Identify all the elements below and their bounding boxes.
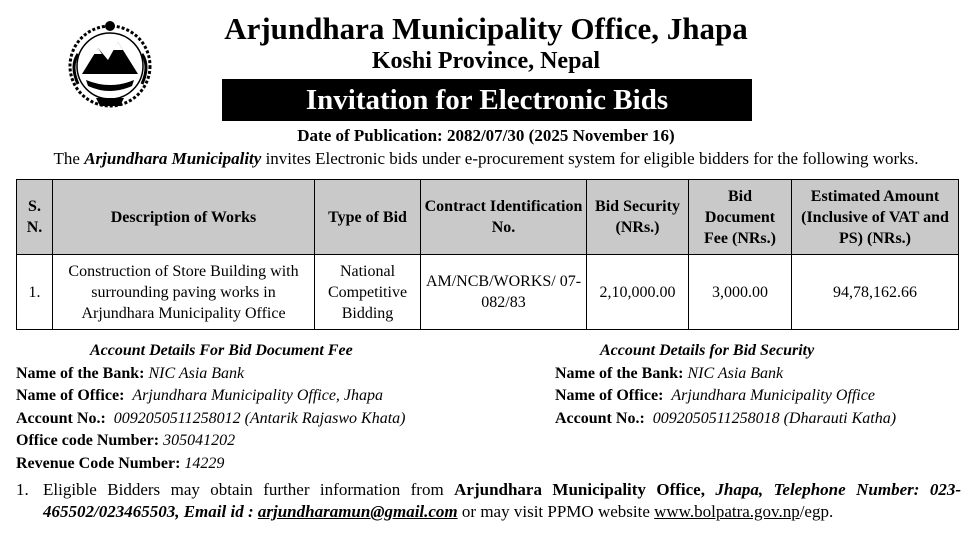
province-subtitle: Koshi Province, Nepal	[371, 48, 601, 74]
bank-label: Name of the Bank:	[555, 364, 684, 382]
bank-value: NIC Asia Bank	[687, 364, 784, 382]
note-office: Arjundhara Municipality Office,	[454, 480, 705, 499]
account-value: 0092050511258018 (Dharauti Katha)	[652, 409, 897, 427]
document-fee-account	[16, 340, 405, 475]
publication-date: Date of Publication: 2082/07/30 (2025 November 16)	[297, 126, 675, 145]
office-code-value: 305041202	[163, 432, 236, 449]
note-text-b: or may visit PPMO website	[457, 502, 655, 521]
revenue-code-label: Revenue Code Number:	[16, 454, 181, 472]
cell-estimate: 94,78,162.66	[792, 255, 959, 330]
office-value: Arjundhara Municipality Office	[671, 387, 875, 404]
office-value: Arjundhara Municipality Office, Jhapa	[132, 387, 384, 404]
note-text-a: Eligible Bidders may obtain further information from	[43, 480, 455, 499]
office-label: Name of Office:	[555, 387, 664, 404]
note-text-c: /egp.	[799, 502, 834, 521]
note-item	[16, 479, 961, 523]
col-header-doc-fee: Bid Document Fee (NRs.)	[689, 180, 792, 255]
intro-prefix: The	[53, 149, 85, 168]
intro-organization: Arjundhara Municipality	[84, 149, 262, 168]
office-label: Name of Office:	[16, 387, 125, 404]
email-link[interactable]: arjundharamun@gmail.com	[257, 502, 458, 521]
col-header-bid-security: Bid Security (NRs.)	[587, 180, 689, 255]
office-title: Arjundhara Municipality Office, Jhapa	[224, 11, 748, 46]
note-place-phone: Jhapa, Telephone Number: 023-465502/023465503, Email id :	[43, 480, 961, 521]
cell-sn: 1.	[17, 255, 53, 330]
cell-bid-security: 2,10,000.00	[587, 255, 689, 330]
account-label: Account No.:	[16, 409, 106, 427]
bank-value: NIC Asia Bank	[148, 364, 245, 382]
nepal-government-emblem-icon	[60, 14, 160, 114]
intro-paragraph	[0, 148, 972, 170]
cell-contract-id: AM/NCB/WORKS/ 07-082/83	[421, 255, 587, 330]
cell-description: Construction of Store Building with surrounding paving works in Arjundhara Municipality Office	[53, 255, 315, 330]
col-header-estimate: Estimated Amount (Inclusive of VAT and PS) (NRs.)	[792, 180, 959, 255]
cell-type: National Competitive Bidding	[315, 255, 421, 330]
website-link[interactable]: www.bolpatra.gov.np	[654, 502, 800, 521]
col-header-description: Description of Works	[53, 180, 315, 255]
revenue-code-value: 14229	[184, 454, 225, 472]
table-header-row	[17, 180, 959, 255]
notice-title-banner: Invitation for Electronic Bids	[222, 79, 752, 121]
account-label: Account No.:	[555, 409, 645, 427]
account-value: 0092050511258012 (Antarik Rajaswo Khata)	[113, 409, 406, 427]
note-number: 1.	[16, 480, 29, 499]
document-fee-heading: Account Details For Bid Document Fee	[90, 342, 353, 359]
bank-label: Name of the Bank:	[16, 364, 145, 382]
col-header-type: Type of Bid	[315, 180, 421, 255]
cell-doc-fee: 3,000.00	[689, 255, 792, 330]
bid-table	[16, 179, 959, 330]
intro-suffix: invites Electronic bids under e-procurement system for eligible bidders for the following works.	[261, 149, 919, 168]
bid-security-account	[555, 340, 896, 430]
office-code-label: Office code Number:	[16, 432, 160, 449]
bid-security-heading: Account Details for Bid Security	[600, 342, 815, 359]
col-header-sn: S. N.	[17, 180, 53, 255]
table-row	[17, 255, 959, 330]
col-header-contract-id: Contract Identification No.	[421, 180, 587, 255]
